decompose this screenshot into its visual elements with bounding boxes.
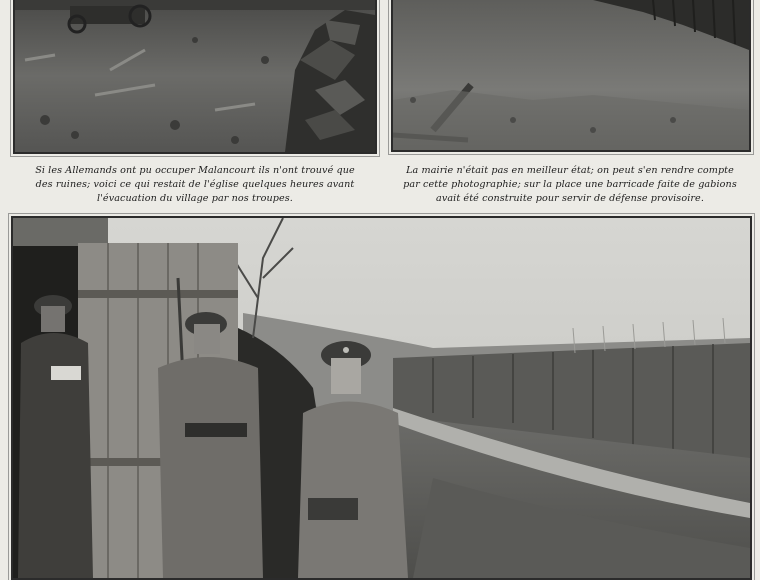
photo-soldiers-at-door bbox=[11, 216, 752, 580]
caption-line: des ruines; voici ce qui restait de l'église quelques heures avant bbox=[35, 179, 355, 190]
photo-malancourt-church-ruins bbox=[13, 0, 377, 154]
soldiers-image bbox=[13, 218, 750, 578]
caption-church-ruins bbox=[14, 164, 376, 206]
caption-line: l'évacuation du village par nos troupes. bbox=[97, 193, 293, 204]
caption-line: Si les Allemands ont pu occuper Malancourt ils n'ont trouvé que bbox=[35, 165, 355, 176]
caption-mairie-barricade bbox=[390, 164, 750, 206]
photo-mairie-barricade bbox=[391, 0, 751, 152]
caption-line: La mairie n'était pas en meilleur état; on peut s'en rendre compte bbox=[406, 165, 734, 176]
church-ruins-image bbox=[15, 0, 375, 152]
mairie-square-image bbox=[393, 0, 749, 150]
caption-line: par cette photographie; sur la place une barricade faite de gabions bbox=[403, 179, 737, 190]
caption-line: avait été construite pour servir de défense provisoire. bbox=[436, 193, 704, 204]
